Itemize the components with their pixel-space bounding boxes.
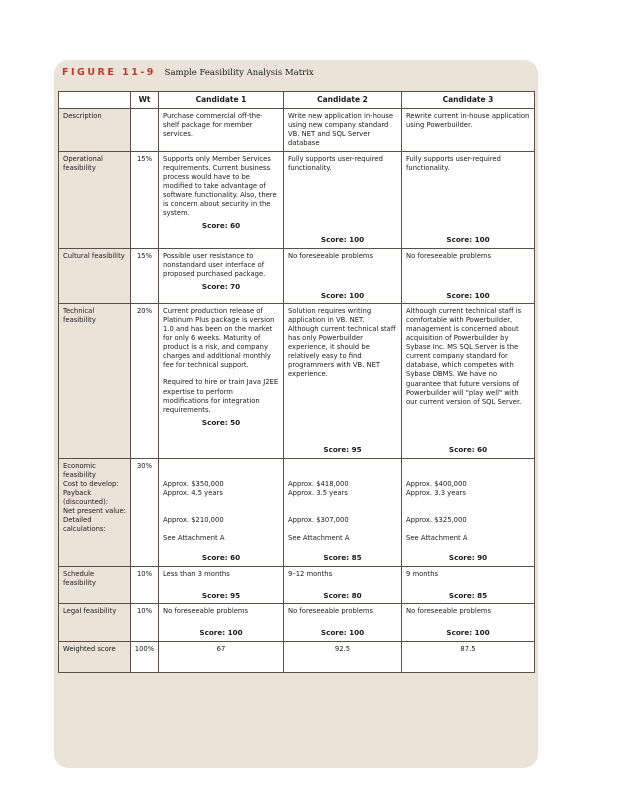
legal-c1-text: No foreseeable problems [163,607,249,616]
econ-label-detailed: Detailed calculations: [63,516,106,534]
header-row [59,92,535,109]
economic-c1-payback: Approx. 4.5 years [163,488,223,497]
figure-title [62,67,314,78]
row-legal [59,604,535,642]
schedule-c2 [284,566,402,604]
economic-c1-score: Score: 60 [201,552,241,562]
row-weighted [59,641,535,672]
economic-c2-cost: Approx. $418,000 [288,479,349,488]
row-operational [59,152,535,249]
cultural-c2-text: No foreseeable problems [288,251,374,260]
schedule-c2-text: 9–12 months [288,569,333,578]
economic-c1-cost: Approx. $350,000 [163,479,224,488]
legal-c3-score: Score: 100 [446,628,490,638]
economic-c2-score: Score: 85 [323,552,362,562]
cultural-c3-text: No foreseeable problems [406,251,492,260]
criterion-description: Description [59,108,131,151]
operational-c2-score: Score: 100 [320,235,365,245]
technical-c3 [402,304,535,459]
weight-description [131,108,159,151]
cultural-c1-text: Possible user resistance to nonstandard user interface of proposed purchased package. [163,251,266,278]
figure-label: FIGURE 11-9 [62,67,156,78]
economic-c2-npv: Approx. $307,000 [288,515,349,524]
header-candidate-3: Candidate 3 [402,92,535,109]
row-cultural [59,248,535,304]
operational-c3 [402,152,535,249]
technical-c1 [159,304,284,459]
description-c3: Rewrite current in-house application using Powerbuilder. [402,108,535,151]
technical-c1-text: Current production release of Platinum Plus package is version 1.0 and has been on the market for only 6 weeks. Maturity of product is a risk, and company charges and additional monthly fee for technical support. [163,307,275,370]
weighted-c1: 67 [159,641,284,672]
legal-c2-score: Score: 100 [320,628,365,638]
technical-c3-text: Although current technical staff is comfortable with Powerbuilder, management is concerned about acquisition of Powerbuilder by Sybase Inc. MS SQL Server is the current company standard for database, which competes with Sybase DBMS. We have no guarantee that future versions of Powerbuilder will "play well" with our current version of SQL Server. [406,307,522,406]
legal-c2-text: No foreseeable problems [288,607,374,616]
weighted-c3: 87.5 [402,641,535,672]
header-weight: Wt [131,92,159,109]
weight-technical: 20% [131,304,159,459]
weight-legal: 10% [131,604,159,642]
econ-label-cost: Cost to develop: [63,479,119,488]
cultural-c3 [402,248,535,304]
header-candidate-1: Candidate 1 [159,92,284,109]
criterion-schedule: Schedule feasibility [59,566,131,604]
technical-c1-extra: Required to hire or train Java J2EE expertise to perform modifications for integration requirements. [163,378,279,414]
technical-c2-score: Score: 95 [323,445,362,455]
schedule-c3-text: 9 months [406,569,439,578]
criterion-weighted: Weighted score [59,641,131,672]
legal-c2 [284,604,402,642]
schedule-c3 [402,566,535,604]
cultural-c2 [284,248,402,304]
economic-c2-detailed: See Attachment A [288,533,350,542]
economic-c3-payback: Approx. 3.3 years [406,488,466,497]
header-candidate-2: Candidate 2 [284,92,402,109]
feasibility-matrix [58,91,535,673]
weight-cultural: 15% [131,248,159,304]
criterion-legal: Legal feasibility [59,604,131,642]
operational-c2 [284,152,402,249]
weighted-c2: 92.5 [284,641,402,672]
schedule-c1 [159,566,284,604]
schedule-c1-text: Less than 3 months [163,569,230,578]
weight-weighted: 100% [131,641,159,672]
cultural-c2-score: Score: 100 [320,290,365,300]
economic-c1-detailed: See Attachment A [163,533,225,542]
economic-c3-cost: Approx. $400,000 [406,479,467,488]
legal-c1 [159,604,284,642]
schedule-c1-score: Score: 95 [201,590,241,600]
description-c2: Write new application in-house using new company standard VB. NET and SQL Server database [284,108,402,151]
operational-c1 [159,152,284,249]
econ-label-npv: Net present value: [63,506,126,515]
row-technical [59,304,535,459]
weight-economic: 30% [131,458,159,566]
operational-c1-score: Score: 60 [201,221,241,231]
cultural-c1 [159,248,284,304]
economic-c3 [402,458,535,566]
criterion-technical: Technical feasibility [59,304,131,459]
criterion-operational: Operational feasibility [59,152,131,249]
schedule-c3-score: Score: 85 [448,590,488,600]
economic-c2 [284,458,402,566]
header-criteria [59,92,131,109]
legal-c3-text: No foreseeable problems [406,607,492,616]
economic-c1-npv: Approx. $210,000 [163,515,224,524]
technical-c2-text: Solution requires writing application in VB. NET. Although current technical staff has only Powerbuilder experience, it should be relatively easy to find programmers with VB. NET experience. [288,307,396,379]
operational-c1-text: Supports only Member Services requirements. Current business process would have to be modified to take advantage of software functionality. Also, there is concern about security in the system. [163,155,277,218]
criterion-cultural: Cultural feasibility [59,248,131,304]
economic-c3-detailed: See Attachment A [406,533,468,542]
criterion-economic [59,458,131,566]
description-c1: Purchase commercial off-the-shelf package for member services. [159,108,284,151]
cultural-c1-score: Score: 70 [201,281,241,291]
figure-caption: Sample Feasibility Analysis Matrix [164,68,314,78]
legal-c3 [402,604,535,642]
operational-c3-text: Fully supports user-required functionality. [406,155,501,173]
technical-c2 [284,304,402,459]
economic-c1 [159,458,284,566]
row-schedule [59,566,535,604]
operational-c3-score: Score: 100 [446,235,490,245]
weight-schedule: 10% [131,566,159,604]
economic-c3-score: Score: 90 [448,552,488,562]
operational-c2-text: Fully supports user-required functionality. [288,155,383,173]
legal-c1-score: Score: 100 [199,628,243,638]
technical-c3-score: Score: 60 [448,445,488,455]
economic-c2-payback: Approx. 3.5 years [288,488,348,497]
technical-c1-score: Score: 50 [201,417,241,427]
economic-c3-npv: Approx. $325,000 [406,515,467,524]
schedule-c2-score: Score: 80 [323,590,362,600]
row-economic [59,458,535,566]
row-description [59,108,535,151]
weight-operational: 15% [131,152,159,249]
criterion-economic-title: Economic feasibility [63,461,96,479]
cultural-c3-score: Score: 100 [446,290,490,300]
econ-label-payback: Payback (discounted): [63,488,109,506]
